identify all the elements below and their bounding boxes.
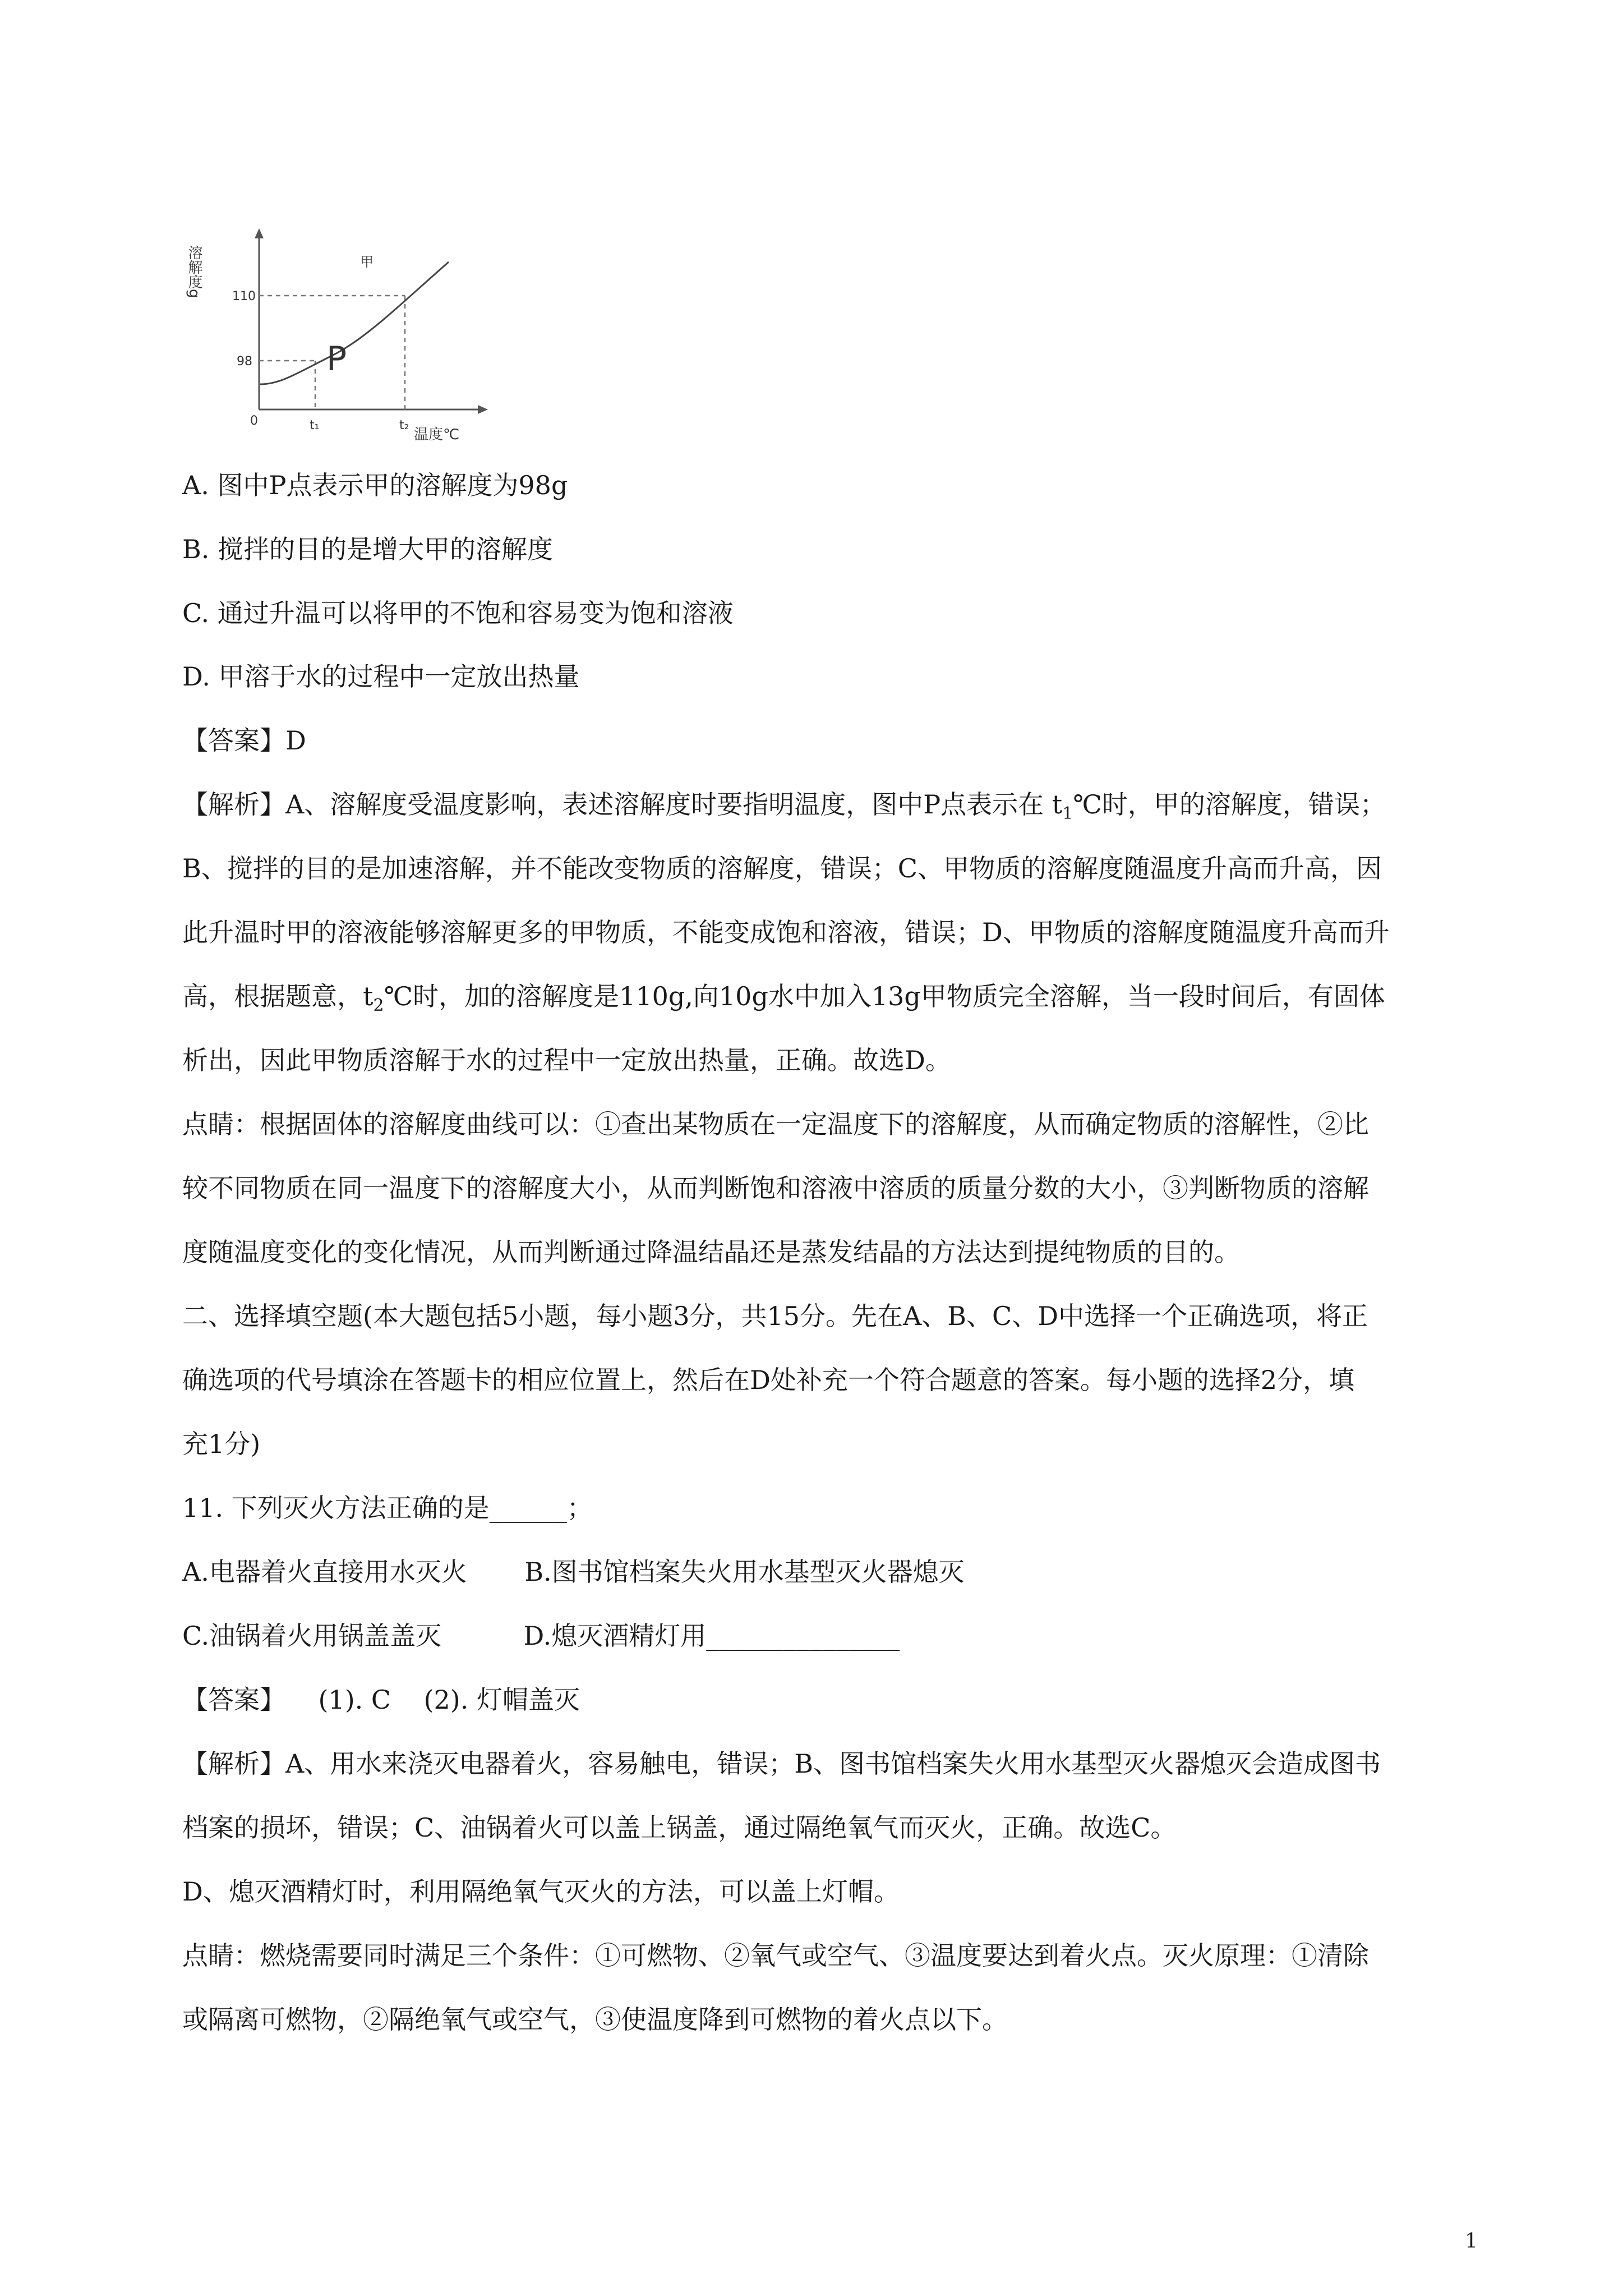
tick-110: 110 [232, 289, 256, 303]
analysis-1-line-1: 【解析】A、溶解度受温度影响，表述溶解度时要指明温度，图中P点表示在 $t_1℃$时，甲的溶解度，错误； [182, 789, 1386, 823]
answer-1: 【答案】D [182, 725, 306, 756]
section-2-line-1: 二、选择填空题(本大题包括5小题，每小题3分，共15分。先在A、B、C、D中选择一个正确选项，将正 [182, 1301, 1368, 1331]
analysis-2-line-3: D、熄灭酒精灯时，利用隔绝氧气灭火的方法，可以盖上灯帽。 [182, 1876, 900, 1907]
solubility-curve [260, 262, 449, 384]
option-a: A. 图中P点表示甲的溶解度为98g [182, 470, 568, 500]
tip-2-line-1: 点睛：燃烧需要同时满足三个条件：①可燃物、②氧气或空气、③温度要达到着火点。灭火原理：①清除 [182, 1940, 1369, 1971]
tick-t2: t₂ [399, 418, 409, 432]
curve-label: 甲 [360, 254, 374, 270]
analysis-2-line-2: 档案的损坏，错误；C、油锅着火可以盖上锅盖，通过隔绝氧气而灭火，正确。故选C。 [182, 1812, 1177, 1843]
svg-text:溶解度g: 溶解度g [186, 245, 202, 298]
question-11-options-row-2: C.油锅着火用锅盖盖灭 D.熄灭酒精灯用_______________ [182, 1621, 900, 1651]
analysis-1-line-5: 析出，因此甲物质溶解于水的过程中一定放出热量，正确。故选D。 [182, 1045, 951, 1075]
y-axis-label [186, 245, 202, 298]
analysis-1-line-3: 此升温时甲的溶液能够溶解更多的甲物质，不能变成饱和溶液，错误；D、甲物质的溶解度随温度升高而升 [182, 917, 1390, 947]
question-11-options-row-1: A.电器着火直接用水灭火 B.图书馆档案失火用水基型灭火器熄灭 [182, 1557, 965, 1587]
page-number: 1 [1465, 2230, 1478, 2253]
tip-1-line-2: 较不同物质在同一温度下的溶解度大小，从而判断饱和溶液中溶质的质量分数的大小，③判断物质的溶解 [182, 1173, 1369, 1203]
tick-98: 98 [237, 355, 252, 369]
y-axis-arrow [255, 228, 264, 238]
x-axis-arrow [478, 405, 488, 414]
tip-1-line-3: 度随温度变化的变化情况，从而判断通过降温结晶还是蒸发结晶的方法达到提纯物质的目的。 [182, 1237, 1240, 1267]
tick-origin: 0 [250, 414, 258, 428]
analysis-2-line-1: 【解析】A、用水来浇灭电器着火，容易触电，错误；B、图书馆档案失火用水基型灭火器熄灭会造成图书 [182, 1749, 1381, 1779]
point-label: P [326, 339, 347, 379]
section-2-line-3: 充1分) [182, 1429, 261, 1459]
tick-t1: t₁ [310, 418, 320, 432]
x-axis-label: 温度℃ [414, 426, 460, 443]
solubility-curve-figure [185, 222, 499, 443]
option-b: B. 搅拌的目的是增大甲的溶解度 [182, 534, 554, 564]
tip-1-line-1: 点睛：根据固体的溶解度曲线可以：①查出某物质在一定温度下的溶解度，从而确定物质的溶解性，②比 [182, 1109, 1369, 1139]
section-2-line-2: 确选项的代号填涂在答题卡的相应位置上，然后在D处补充一个符合题意的答案。每小题的选择2分，填 [182, 1365, 1355, 1395]
option-d: D. 甲溶于水的过程中一定放出热量 [182, 661, 580, 692]
answer-2: 【答案】 (1). C (2). 灯帽盖灭 [182, 1685, 580, 1715]
tip-2-line-2: 或隔离可燃物，②隔绝氧气或空气，③使温度降到可燃物的着火点以下。 [182, 2004, 1008, 2035]
analysis-1-line-4: 高，根据题意，$t_2℃$时，加的溶解度是110g,向10g水中加入13g甲物质完全溶解，当一段时间后，有固体 [182, 981, 1385, 1015]
question-11-stem: 11. 下列灭火方法正确的是______； [182, 1493, 593, 1523]
analysis-1-line-2: B、搅拌的目的是加速溶解，并不能改变物质的溶解度，错误；C、甲物质的溶解度随温度升高而升高，因 [182, 853, 1382, 884]
option-c: C. 通过升温可以将甲的不饱和容易变为饱和溶液 [182, 598, 734, 628]
